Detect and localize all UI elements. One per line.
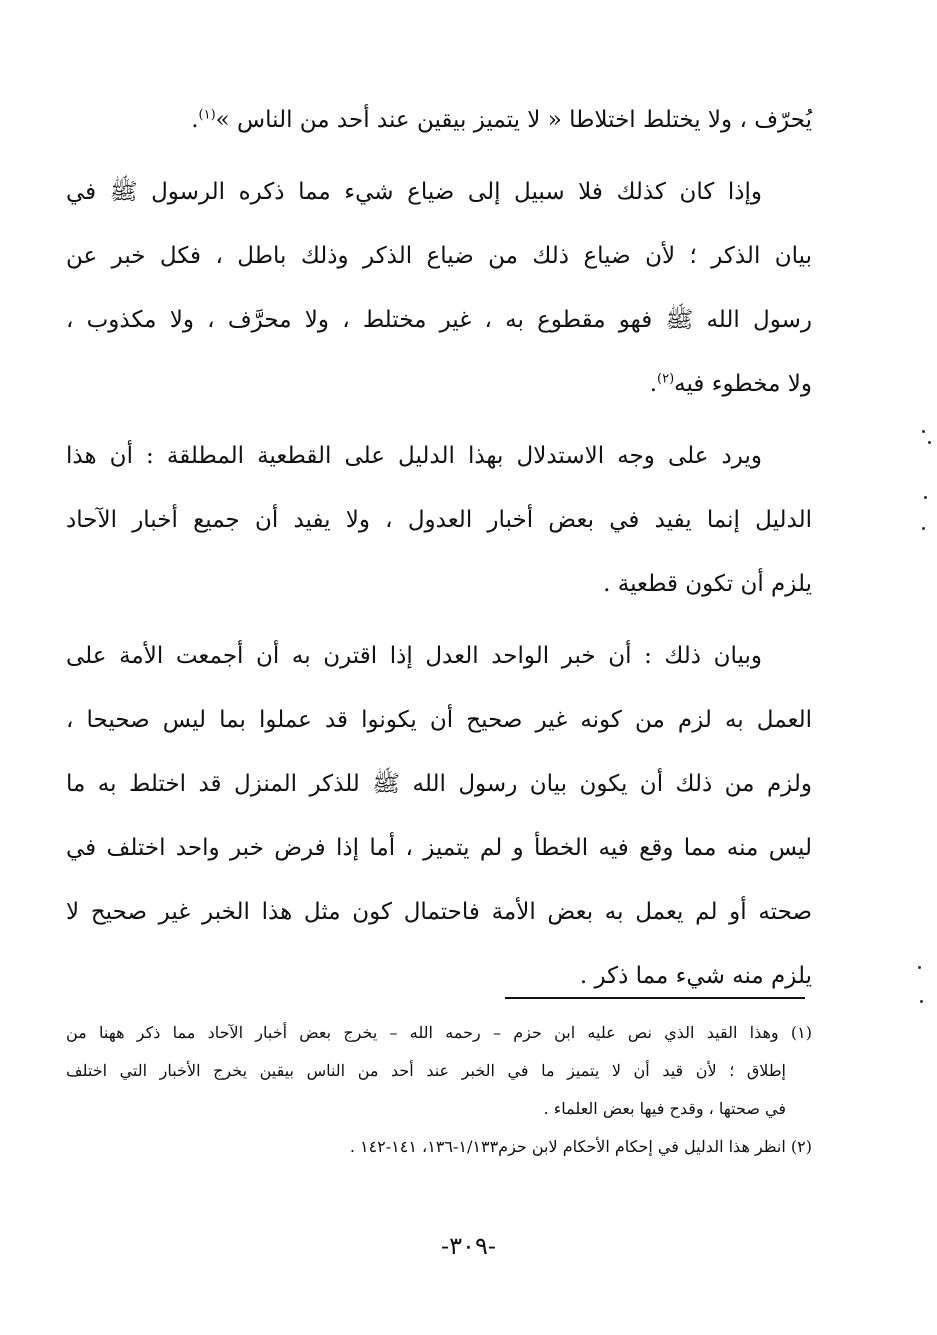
paragraph-2-line-4: ولا مخطوء فيه$^{(٢)}$. [649, 371, 812, 397]
footnote-1-line-1: (١) وهذا القيد الذي نص عليه ابن حزم – رحمه الله – يخرج بعض أخبار الآحاد مما ذكر ههنا من [66, 1023, 812, 1042]
footnote-2-line-1: (٢) انظر هذا الدليل في إحكام الأحكام لابن حزم١/١٣٣-١٣٦، ١٤١-١٤٢ . [349, 1137, 812, 1156]
paragraph-4-line-6: يلزم منه شيء مما ذكر . [579, 963, 812, 989]
footnote-1-line-3: في صحتها ، وقدح فيها بعض العلماء . [543, 1099, 786, 1118]
paragraph-3-line-1: ويرد على وجه الاستدلال بهذا الدليل على القطعية المطلقة : أن هذا [66, 443, 762, 469]
scan-speck [918, 966, 921, 969]
scan-speck [922, 430, 925, 433]
paragraph-4-line-2: العمل به لزم من كونه غير صحيح أن يكونوا قد عملوا بما ليس صحيحا ، [66, 707, 812, 733]
paragraph-2-line-3: رسول الله ﷺ فهو مقطوع به ، غير مختلط ، ولا محرَّف ، ولا مكذوب ، [66, 307, 812, 333]
paragraph-3-line-3: يلزم أن تكون قطعية . [603, 571, 812, 597]
scan-speck [924, 496, 927, 499]
paragraph-2-line-2: بيان الذكر ؛ لأن ضياع ذلك من ضياع الذكر وذلك باطل ، فكل خبر عن [66, 243, 812, 269]
paragraph-3-line-2: الدليل إنما يفيد في بعض أخبار العدول ، ولا يفيد أن جميع أخبار الآحاد [66, 507, 812, 533]
page-number: -٣٠٩- [441, 1232, 496, 1260]
footnote-ref-2[interactable]: (٢) [657, 371, 675, 387]
footnotes [66, 1014, 812, 1166]
scan-speck [922, 527, 925, 530]
footnote-1-line-2: إطلاق ؛ لأن قيد أن لا يتميز ما في الخبر عند أحد من الناس بيقين يخرج الأخبار التي اختلف [66, 1061, 787, 1080]
paragraph-1-line-1: يُحرّف ، ولا يختلط اختلاطا « لا يتميز بيقين عند أحد من الناس »$^{(١)}$. [191, 107, 812, 133]
scan-speck [920, 1000, 923, 1003]
paragraph-4-line-3: ولزم من ذلك أن يكون بيان رسول الله ﷺ للذكر المنزل قد اختلط به ما [66, 771, 812, 797]
paragraph-2-line-1: وإذا كان كذلك فلا سبيل إلى ضياع شيء مما ذكره الرسول ﷺ في [66, 179, 762, 205]
footnote-ref-1[interactable]: (١) [198, 107, 216, 123]
paragraph-4-line-4: ليس منه مما وقع فيه الخطأ و لم يتميز ، أما إذا فرض خبر واحد اختلف في [66, 835, 812, 861]
scan-speck [928, 441, 931, 444]
paragraph-4-line-5: صحته أو لم يعمل به بعض الأمة فاحتمال كون مثل هذا الخبر غير صحيح لا [66, 899, 812, 925]
paragraph-4-line-1: وبيان ذلك : أن خبر الواحد العدل إذا اقترن به أن أجمعت الأمة على [66, 643, 762, 669]
footnote-separator [505, 997, 805, 999]
main-text [66, 88, 812, 1008]
